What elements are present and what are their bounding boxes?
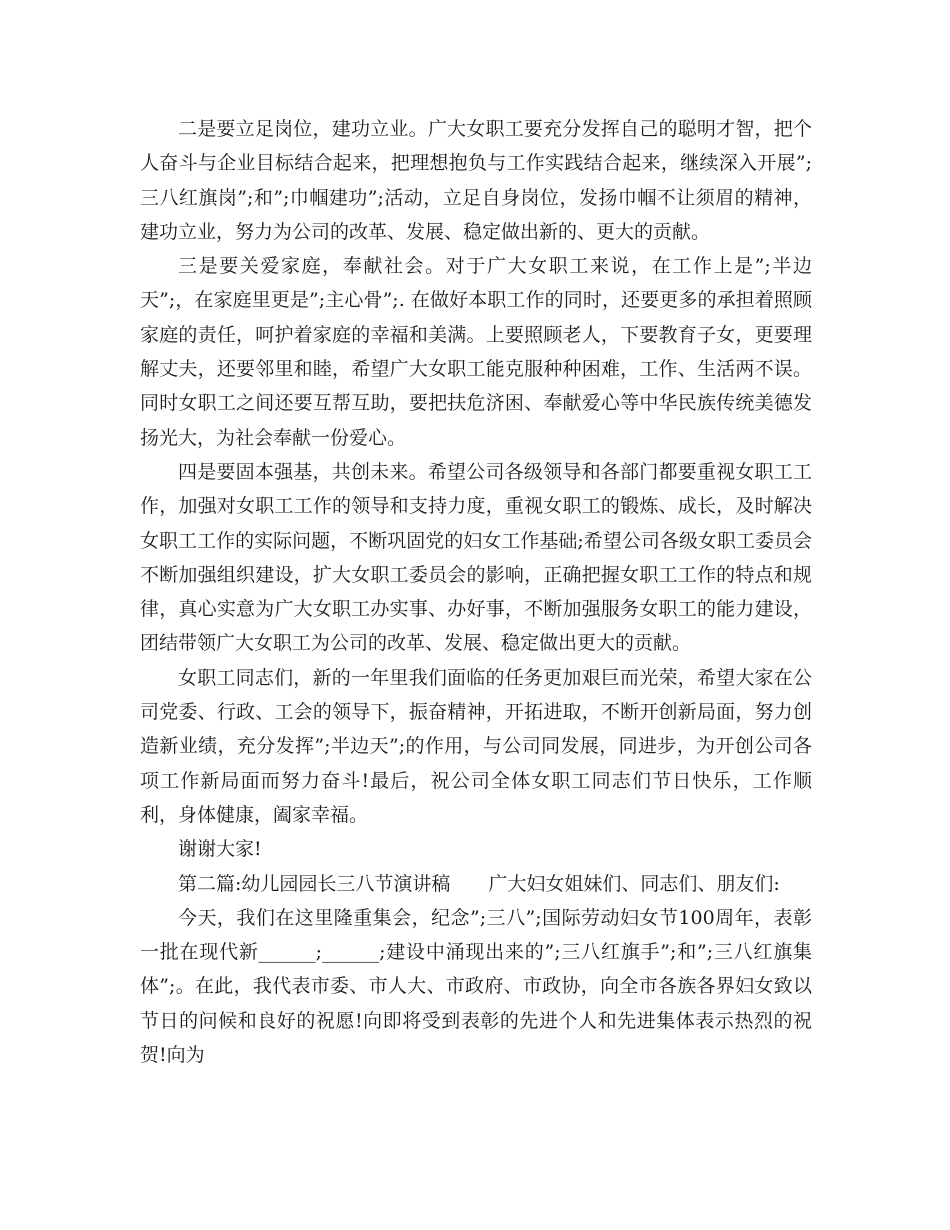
document-body bbox=[140, 112, 812, 1072]
paragraph-fourth-point: 四是要固本强基，共创未来。希望公司各级领导和各部门都要重视女职工工作，加强对女职工工作的领导和支持力度，重视女职工的锻炼、成长，及时解决女职工工作的实际问题，不断巩固党的妇女工作基础;希望公司各级女职工委员会不断加强组织建设，扩大女职工委员会的影响，正确把握女职工工作的特点和规律，真心实意为广大女职工办实事、办好事，不断加强服务女职工的能力建设，团结带领广大女职工为公司的改革、发展、稳定做出更大的贡献。 bbox=[140, 460, 812, 655]
paragraph-second-article-opening: 今天，我们在这里隆重集会，纪念”;三八”;国际劳动妇女节100周年，表彰一批在现代新______;______;建设中涌现出来的”;三八红旗手”;和”;三八红旗集体”;。在此，我代表市委、市人大、市政府、市政协，向全市各族各界妇女致以节日的问候和良好的祝愿!向即将受到表彰的先进个人和先进集体表示热烈的祝贺!向为 bbox=[140, 906, 812, 1067]
paragraph-third-point: 三是要关爱家庭，奉献社会。对于广大女职工来说，在工作上是”;半边天”;，在家庭里更是”;主心骨”;. 在做好本职工作的同时，还要更多的承担着照顾家庭的责任，呵护着家庭的幸福和美满。上要照顾老人，下要教育子女，更要理解丈夫，还要邻里和睦，希望广大女职工能克服种种困难，工作、生活两不误。同时女职工之间还要互帮互助，要把扶危济困、奉献爱心等中华民族传统美德发扬光大，为社会奉献一份爱心。 bbox=[140, 255, 812, 449]
paragraph-second-article-heading: 第二篇:幼儿园园长三八节演讲稿 广大妇女姐妹们、同志们、朋友们: bbox=[178, 872, 780, 895]
paragraph-thanks: 谢谢大家! bbox=[178, 838, 262, 861]
paragraph-second-point: 二是要立足岗位，建功立业。广大女职工要充分发挥自己的聪明才智，把个人奋斗与企业目标结合起来，把理想抱负与工作实践结合起来，继续深入开展”;三八红旗岗”;和”;巾帼建功”;活动，立足自身岗位，发扬巾帼不让须眉的精神，建功立业，努力为公司的改革、发展、稳定做出新的、更大的贡献。 bbox=[140, 118, 812, 243]
paragraph-closing-appeal: 女职工同志们，新的一年里我们面临的任务更加艰巨而光荣，希望大家在公司党委、行政、工会的领导下，振奋精神，开拓进取，不断开创新局面，努力创造新业绩，充分发挥”;半边天”;的作用，与公司同发展，同进步，为开创公司各项工作新局面而努力奋斗!最后，祝公司全体女职工同志们节日快乐，工作顺利，身体健康，阖家幸福。 bbox=[140, 666, 812, 826]
